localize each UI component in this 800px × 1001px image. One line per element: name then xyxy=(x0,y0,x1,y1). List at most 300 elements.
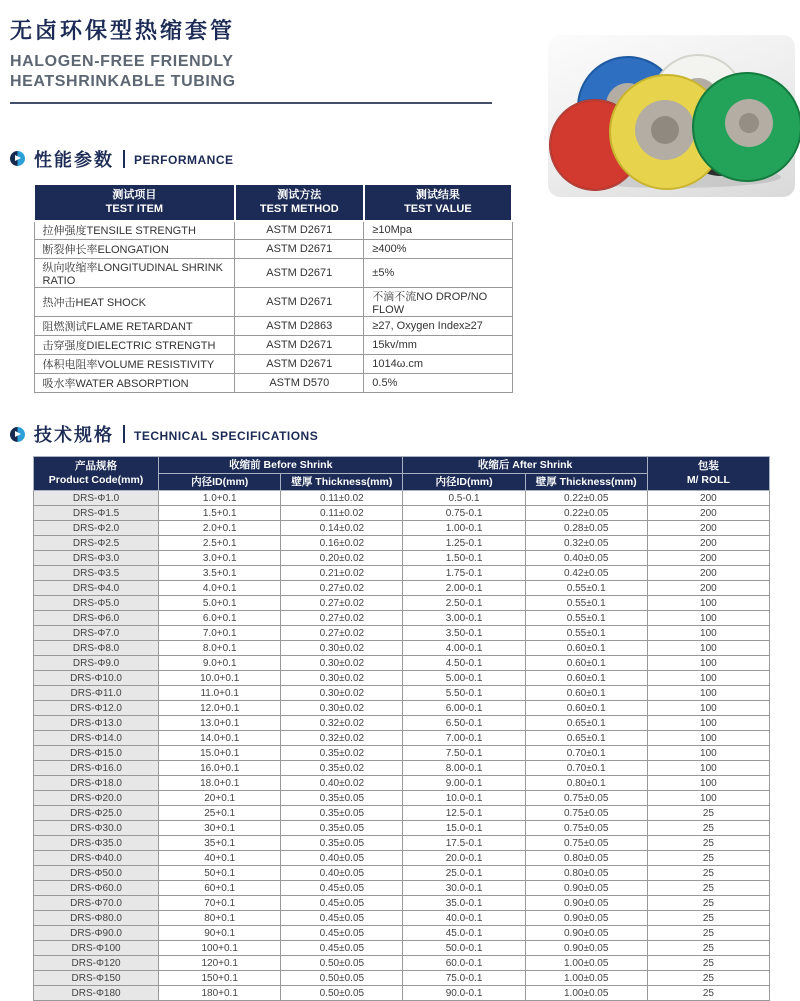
table-cell: DRS-Φ180 xyxy=(34,986,159,1001)
specifications-section-header xyxy=(10,421,800,447)
table-row xyxy=(34,551,770,566)
table-cell: DRS-Φ8.0 xyxy=(34,641,159,656)
col-header-test-method xyxy=(235,184,364,221)
table-cell: 0.60±0.1 xyxy=(525,656,647,671)
table-cell: 7.50-0.1 xyxy=(403,746,525,761)
table-cell: 6.0+0.1 xyxy=(159,611,281,626)
table-cell: 0.27±0.02 xyxy=(281,611,403,626)
table-cell: 10.0-0.1 xyxy=(403,791,525,806)
table-cell: 40.0-0.1 xyxy=(403,911,525,926)
table-cell: 0.75±0.05 xyxy=(525,806,647,821)
title-divider-bar xyxy=(123,150,125,168)
col-header-package xyxy=(647,457,769,491)
table-cell: 25 xyxy=(647,986,769,1001)
table-cell: DRS-Φ14.0 xyxy=(34,731,159,746)
table-row xyxy=(34,686,770,701)
table-cell: 8.00-0.1 xyxy=(403,761,525,776)
table-cell: 0.35±0.02 xyxy=(281,746,403,761)
table-cell: DRS-Φ18.0 xyxy=(34,776,159,791)
table-cell: 1.75-0.1 xyxy=(403,566,525,581)
table-cell: 0.90±0.05 xyxy=(525,911,647,926)
table-cell: 1.0+0.1 xyxy=(159,491,281,506)
table-cell: 纵向收缩率LONGITUDINAL SHRINK RATIO xyxy=(34,259,235,288)
table-row xyxy=(34,986,770,1001)
table-cell: 0.75±0.05 xyxy=(525,836,647,851)
tubing-rolls-illustration xyxy=(548,35,795,197)
table-cell: 5.0+0.1 xyxy=(159,596,281,611)
table-cell: DRS-Φ120 xyxy=(34,956,159,971)
table-cell: 不滴不流NO DROP/NO FLOW xyxy=(364,288,512,317)
table-cell: 0.21±0.02 xyxy=(281,566,403,581)
table-cell: DRS-Φ2.0 xyxy=(34,521,159,536)
table-cell: DRS-Φ4.0 xyxy=(34,581,159,596)
table-cell: 6.00-0.1 xyxy=(403,701,525,716)
table-row xyxy=(34,626,770,641)
specifications-title-zh: 技术规格 xyxy=(34,425,114,446)
arrow-circle-icon xyxy=(10,427,25,442)
table-cell: 100 xyxy=(647,731,769,746)
table-cell: DRS-Φ100 xyxy=(34,941,159,956)
table-row xyxy=(34,288,512,317)
table-cell: 吸水率WATER ABSORPTION xyxy=(34,374,235,393)
table-cell: 0.45±0.05 xyxy=(281,881,403,896)
table-cell: 40+0.1 xyxy=(159,851,281,866)
col-header-test-value xyxy=(364,184,512,221)
table-cell: DRS-Φ10.0 xyxy=(34,671,159,686)
table-cell: DRS-Φ40.0 xyxy=(34,851,159,866)
table-cell: 3.5+0.1 xyxy=(159,566,281,581)
table-cell: 0.70±0.1 xyxy=(525,761,647,776)
table-cell: DRS-Φ80.0 xyxy=(34,911,159,926)
table-cell: 体积电阻率VOLUME RESISTIVITY xyxy=(34,355,235,374)
table-cell: 30.0-0.1 xyxy=(403,881,525,896)
specifications-title-en: TECHNICAL SPECIFICATIONS xyxy=(134,428,319,443)
table-cell: 1.00±0.05 xyxy=(525,971,647,986)
table-row xyxy=(34,776,770,791)
table-cell: 6.50-0.1 xyxy=(403,716,525,731)
table-cell: 0.45±0.05 xyxy=(281,941,403,956)
table-cell: DRS-Φ50.0 xyxy=(34,866,159,881)
table-cell: DRS-Φ6.0 xyxy=(34,611,159,626)
table-cell: ASTM D2671 xyxy=(235,288,364,317)
table-cell: 100 xyxy=(647,716,769,731)
table-cell: 200 xyxy=(647,566,769,581)
table-row xyxy=(34,259,512,288)
table-cell: 0.65±0.1 xyxy=(525,716,647,731)
table-cell: DRS-Φ12.0 xyxy=(34,701,159,716)
table-row xyxy=(34,240,512,259)
table-cell: DRS-Φ15.0 xyxy=(34,746,159,761)
table-cell: 100 xyxy=(647,776,769,791)
specifications-table xyxy=(33,456,770,1001)
table-row xyxy=(34,536,770,551)
table-row xyxy=(34,336,512,355)
table-cell: 100 xyxy=(647,626,769,641)
table-cell: 25 xyxy=(647,836,769,851)
table-cell: 1.00-0.1 xyxy=(403,521,525,536)
table-row xyxy=(34,971,770,986)
table-cell: DRS-Φ1.5 xyxy=(34,506,159,521)
table-cell: 15.0-0.1 xyxy=(403,821,525,836)
table-cell: 0.40±0.02 xyxy=(281,776,403,791)
header-divider xyxy=(10,102,492,104)
table-cell: ASTM D2671 xyxy=(235,240,364,259)
table-cell: DRS-Φ1.0 xyxy=(34,491,159,506)
table-cell: 1014ω.cm xyxy=(364,355,512,374)
table-cell: 0.11±0.02 xyxy=(281,506,403,521)
table-cell: DRS-Φ150 xyxy=(34,971,159,986)
table-cell: 12.0+0.1 xyxy=(159,701,281,716)
table-cell: 0.11±0.02 xyxy=(281,491,403,506)
table-cell: 0.5% xyxy=(364,374,512,393)
table-cell: 0.65±0.1 xyxy=(525,731,647,746)
table-cell: 0.90±0.05 xyxy=(525,941,647,956)
table-cell: 100 xyxy=(647,656,769,671)
table-cell: 0.35±0.05 xyxy=(281,806,403,821)
table-cell: 5.00-0.1 xyxy=(403,671,525,686)
col-header-before-thickness: 壁厚 Thickness(mm) xyxy=(281,474,403,491)
table-row xyxy=(34,881,770,896)
col-header-test-method-zh: 测试方法 xyxy=(277,188,322,201)
table-cell: 0.55±0.1 xyxy=(525,596,647,611)
table-cell: 0.32±0.02 xyxy=(281,716,403,731)
table-cell: DRS-Φ16.0 xyxy=(34,761,159,776)
table-cell: 断裂伸长率ELONGATION xyxy=(34,240,235,259)
performance-title-en: PERFORMANCE xyxy=(134,153,234,168)
table-cell: 11.0+0.1 xyxy=(159,686,281,701)
table-cell: 25 xyxy=(647,866,769,881)
table-cell: 0.45±0.05 xyxy=(281,926,403,941)
table-row xyxy=(34,731,770,746)
table-cell: 200 xyxy=(647,506,769,521)
table-cell: 100 xyxy=(647,596,769,611)
table-cell: 100 xyxy=(647,671,769,686)
col-header-package-en: M/ ROLL xyxy=(686,473,730,486)
table-cell: DRS-Φ3.0 xyxy=(34,551,159,566)
table-cell: 0.90±0.05 xyxy=(525,926,647,941)
table-cell: ASTM D2671 xyxy=(235,336,364,355)
table-cell: 17.5-0.1 xyxy=(403,836,525,851)
table-cell: ASTM D2863 xyxy=(235,317,364,336)
table-cell: 0.35±0.02 xyxy=(281,761,403,776)
table-cell: 0.55±0.1 xyxy=(525,626,647,641)
table-cell: 100 xyxy=(647,611,769,626)
table-cell: 35+0.1 xyxy=(159,836,281,851)
col-header-test-value-en: TEST VALUE xyxy=(404,203,472,216)
table-cell: 9.00-0.1 xyxy=(403,776,525,791)
table-cell: 150+0.1 xyxy=(159,971,281,986)
table-cell: 0.32±0.05 xyxy=(525,536,647,551)
table-cell: 9.0+0.1 xyxy=(159,656,281,671)
table-cell: 25 xyxy=(647,821,769,836)
table-row xyxy=(34,851,770,866)
table-cell: 13.0+0.1 xyxy=(159,716,281,731)
table-cell: 35.0-0.1 xyxy=(403,896,525,911)
table-cell: 0.60±0.1 xyxy=(525,641,647,656)
table-cell: 200 xyxy=(647,536,769,551)
table-cell: ASTM D2671 xyxy=(235,259,364,288)
col-header-product-code xyxy=(34,457,159,491)
table-cell: 0.60±0.1 xyxy=(525,671,647,686)
table-cell: 0.27±0.02 xyxy=(281,581,403,596)
table-cell: 25 xyxy=(647,971,769,986)
table-cell: 3.00-0.1 xyxy=(403,611,525,626)
table-cell: 0.90±0.05 xyxy=(525,881,647,896)
table-row xyxy=(34,656,770,671)
table-row xyxy=(34,581,770,596)
table-cell: 45.0-0.1 xyxy=(403,926,525,941)
table-cell: 0.30±0.02 xyxy=(281,641,403,656)
table-cell: 2.50-0.1 xyxy=(403,596,525,611)
table-cell: ≥10Mpa xyxy=(364,221,512,240)
table-cell: 25 xyxy=(647,851,769,866)
table-cell: 0.40±0.05 xyxy=(281,866,403,881)
table-cell: 100 xyxy=(647,686,769,701)
table-cell: 25.0-0.1 xyxy=(403,866,525,881)
table-cell: 100 xyxy=(647,701,769,716)
table-row xyxy=(34,866,770,881)
table-cell: 2.5+0.1 xyxy=(159,536,281,551)
arrow-circle-icon xyxy=(10,151,25,166)
table-cell: 0.42±0.05 xyxy=(525,566,647,581)
table-cell: 200 xyxy=(647,551,769,566)
table-cell: 100 xyxy=(647,746,769,761)
table-cell: 0.80±0.05 xyxy=(525,866,647,881)
spec-header-row-1 xyxy=(34,457,770,474)
table-cell: 14.0+0.1 xyxy=(159,731,281,746)
col-header-package-zh: 包装 xyxy=(697,460,719,473)
table-row xyxy=(34,317,512,336)
col-header-test-item-zh: 测试项目 xyxy=(112,188,157,201)
table-cell: 3.50-0.1 xyxy=(403,626,525,641)
table-cell: 0.70±0.1 xyxy=(525,746,647,761)
performance-table-body xyxy=(34,221,512,393)
table-row xyxy=(34,791,770,806)
table-cell: 0.30±0.02 xyxy=(281,671,403,686)
table-cell: 热冲击HEAT SHOCK xyxy=(34,288,235,317)
table-cell: 击穿强度DIELECTRIC STRENGTH xyxy=(34,336,235,355)
table-cell: DRS-Φ30.0 xyxy=(34,821,159,836)
page-title-zh: 无卤环保型热缩套管 xyxy=(10,18,236,43)
table-cell: 4.0+0.1 xyxy=(159,581,281,596)
table-cell: DRS-Φ20.0 xyxy=(34,791,159,806)
table-cell: 0.40±0.05 xyxy=(281,851,403,866)
table-cell: DRS-Φ13.0 xyxy=(34,716,159,731)
table-cell: 25 xyxy=(647,911,769,926)
table-cell: 拉伸强度TENSILE STRENGTH xyxy=(34,221,235,240)
table-cell: 18.0+0.1 xyxy=(159,776,281,791)
table-cell: 0.55±0.1 xyxy=(525,581,647,596)
table-cell: 120+0.1 xyxy=(159,956,281,971)
col-header-test-method-en: TEST METHOD xyxy=(259,203,339,216)
table-cell: 0.40±0.05 xyxy=(525,551,647,566)
table-cell: 0.30±0.02 xyxy=(281,686,403,701)
table-row xyxy=(34,611,770,626)
table-cell: 12.5-0.1 xyxy=(403,806,525,821)
table-cell: 25 xyxy=(647,881,769,896)
table-cell: 60+0.1 xyxy=(159,881,281,896)
table-row xyxy=(34,491,770,506)
col-header-test-item xyxy=(34,184,235,221)
performance-table xyxy=(33,183,513,393)
table-cell: 0.22±0.05 xyxy=(525,491,647,506)
specifications-table-body xyxy=(34,491,770,1001)
table-cell: 0.80±0.1 xyxy=(525,776,647,791)
table-cell: 60.0-0.1 xyxy=(403,956,525,971)
table-cell: DRS-Φ3.5 xyxy=(34,566,159,581)
table-cell: 0.16±0.02 xyxy=(281,536,403,551)
table-row xyxy=(34,911,770,926)
table-row xyxy=(34,355,512,374)
table-cell: ASTM D570 xyxy=(235,374,364,393)
table-cell: 180+0.1 xyxy=(159,986,281,1001)
table-cell: 200 xyxy=(647,521,769,536)
table-cell: 25 xyxy=(647,896,769,911)
table-cell: 0.14±0.02 xyxy=(281,521,403,536)
table-row xyxy=(34,806,770,821)
table-cell: 20.0-0.1 xyxy=(403,851,525,866)
table-cell: 0.50±0.05 xyxy=(281,956,403,971)
table-cell: 0.60±0.1 xyxy=(525,701,647,716)
table-cell: 0.35±0.05 xyxy=(281,836,403,851)
col-header-test-item-en: TEST ITEM xyxy=(105,203,164,216)
table-cell: 0.45±0.05 xyxy=(281,896,403,911)
table-row xyxy=(34,896,770,911)
table-cell: 25 xyxy=(647,806,769,821)
table-row xyxy=(34,641,770,656)
table-cell: 2.0+0.1 xyxy=(159,521,281,536)
table-cell: 0.20±0.02 xyxy=(281,551,403,566)
table-cell: 4.50-0.1 xyxy=(403,656,525,671)
table-cell: 200 xyxy=(647,491,769,506)
table-cell: 7.00-0.1 xyxy=(403,731,525,746)
table-cell: 0.75±0.05 xyxy=(525,791,647,806)
table-cell: 0.35±0.05 xyxy=(281,791,403,806)
col-group-after-shrink: 收缩后 After Shrink xyxy=(403,457,647,474)
table-cell: 25 xyxy=(647,926,769,941)
table-row xyxy=(34,506,770,521)
table-cell: 200 xyxy=(647,581,769,596)
table-cell: DRS-Φ70.0 xyxy=(34,896,159,911)
table-cell: 10.0+0.1 xyxy=(159,671,281,686)
tubing-roll-green xyxy=(693,73,800,181)
table-cell: 0.32±0.02 xyxy=(281,731,403,746)
table-cell: 90.0-0.1 xyxy=(403,986,525,1001)
table-cell: 1.00±0.05 xyxy=(525,956,647,971)
table-cell: 100 xyxy=(647,761,769,776)
col-header-product-code-en: Product Code(mm) xyxy=(48,473,144,486)
table-cell: 100 xyxy=(647,641,769,656)
table-cell: DRS-Φ90.0 xyxy=(34,926,159,941)
table-cell: DRS-Φ2.5 xyxy=(34,536,159,551)
table-cell: 50+0.1 xyxy=(159,866,281,881)
table-row xyxy=(34,761,770,776)
table-cell: 30+0.1 xyxy=(159,821,281,836)
table-cell: 25+0.1 xyxy=(159,806,281,821)
table-row xyxy=(34,671,770,686)
table-cell: 8.0+0.1 xyxy=(159,641,281,656)
product-photo xyxy=(548,35,795,197)
table-cell: 0.5-0.1 xyxy=(403,491,525,506)
table-cell: 0.27±0.02 xyxy=(281,596,403,611)
table-cell: 50.0-0.1 xyxy=(403,941,525,956)
page-title-en-line2: HEATSHRINKABLE TUBING xyxy=(10,73,236,91)
col-header-after-thickness: 壁厚 Thickness(mm) xyxy=(525,474,647,491)
table-cell: 0.22±0.05 xyxy=(525,506,647,521)
table-row xyxy=(34,941,770,956)
table-cell: 0.30±0.02 xyxy=(281,701,403,716)
table-row xyxy=(34,374,512,393)
table-row xyxy=(34,836,770,851)
performance-header-row xyxy=(34,184,512,221)
table-cell: 1.50-0.1 xyxy=(403,551,525,566)
table-cell: ≥400% xyxy=(364,240,512,259)
table-row xyxy=(34,701,770,716)
table-row xyxy=(34,596,770,611)
table-cell: 1.00±0.05 xyxy=(525,986,647,1001)
table-cell: DRS-Φ60.0 xyxy=(34,881,159,896)
table-cell: DRS-Φ25.0 xyxy=(34,806,159,821)
table-row xyxy=(34,566,770,581)
table-cell: 3.0+0.1 xyxy=(159,551,281,566)
table-cell: 0.55±0.1 xyxy=(525,611,647,626)
table-cell: 25 xyxy=(647,956,769,971)
table-cell: 0.27±0.02 xyxy=(281,626,403,641)
col-header-after-id: 内径ID(mm) xyxy=(403,474,525,491)
col-group-before-shrink: 收缩前 Before Shrink xyxy=(159,457,403,474)
performance-title-zh: 性能参数 xyxy=(34,149,114,170)
table-cell: 0.80±0.05 xyxy=(525,851,647,866)
table-cell: 25 xyxy=(647,941,769,956)
table-cell: 100+0.1 xyxy=(159,941,281,956)
col-header-before-id: 内径ID(mm) xyxy=(159,474,281,491)
table-row xyxy=(34,746,770,761)
table-cell: DRS-Φ11.0 xyxy=(34,686,159,701)
page-title-en-line1: HALOGEN-FREE FRIENDLY xyxy=(10,53,234,70)
table-cell: 0.50±0.05 xyxy=(281,986,403,1001)
table-row xyxy=(34,716,770,731)
table-cell: 15.0+0.1 xyxy=(159,746,281,761)
table-cell: 75.0-0.1 xyxy=(403,971,525,986)
table-cell: DRS-Φ5.0 xyxy=(34,596,159,611)
table-cell: 4.00-0.1 xyxy=(403,641,525,656)
table-cell: 90+0.1 xyxy=(159,926,281,941)
table-cell: ±5% xyxy=(364,259,512,288)
table-row xyxy=(34,926,770,941)
table-cell: 7.0+0.1 xyxy=(159,626,281,641)
table-cell: ASTM D2671 xyxy=(235,355,364,374)
table-cell: 0.75-0.1 xyxy=(403,506,525,521)
table-row xyxy=(34,521,770,536)
table-cell: DRS-Φ35.0 xyxy=(34,836,159,851)
table-cell: ≥27, Oxygen Index≥27 xyxy=(364,317,512,336)
table-cell: 5.50-0.1 xyxy=(403,686,525,701)
table-cell: 0.90±0.05 xyxy=(525,896,647,911)
col-header-test-value-zh: 测试结果 xyxy=(415,188,460,201)
table-cell: 阻燃测试FLAME RETARDANT xyxy=(34,317,235,336)
table-cell: 0.50±0.05 xyxy=(281,971,403,986)
table-cell: 16.0+0.1 xyxy=(159,761,281,776)
table-cell: 0.35±0.05 xyxy=(281,821,403,836)
table-cell: 0.75±0.05 xyxy=(525,821,647,836)
table-cell: 0.60±0.1 xyxy=(525,686,647,701)
col-header-product-code-zh: 产品规格 xyxy=(75,460,118,473)
title-divider-bar xyxy=(123,425,125,443)
table-cell: 1.25-0.1 xyxy=(403,536,525,551)
table-cell: 0.45±0.05 xyxy=(281,911,403,926)
table-cell: ASTM D2671 xyxy=(235,221,364,240)
table-cell: 0.30±0.02 xyxy=(281,656,403,671)
